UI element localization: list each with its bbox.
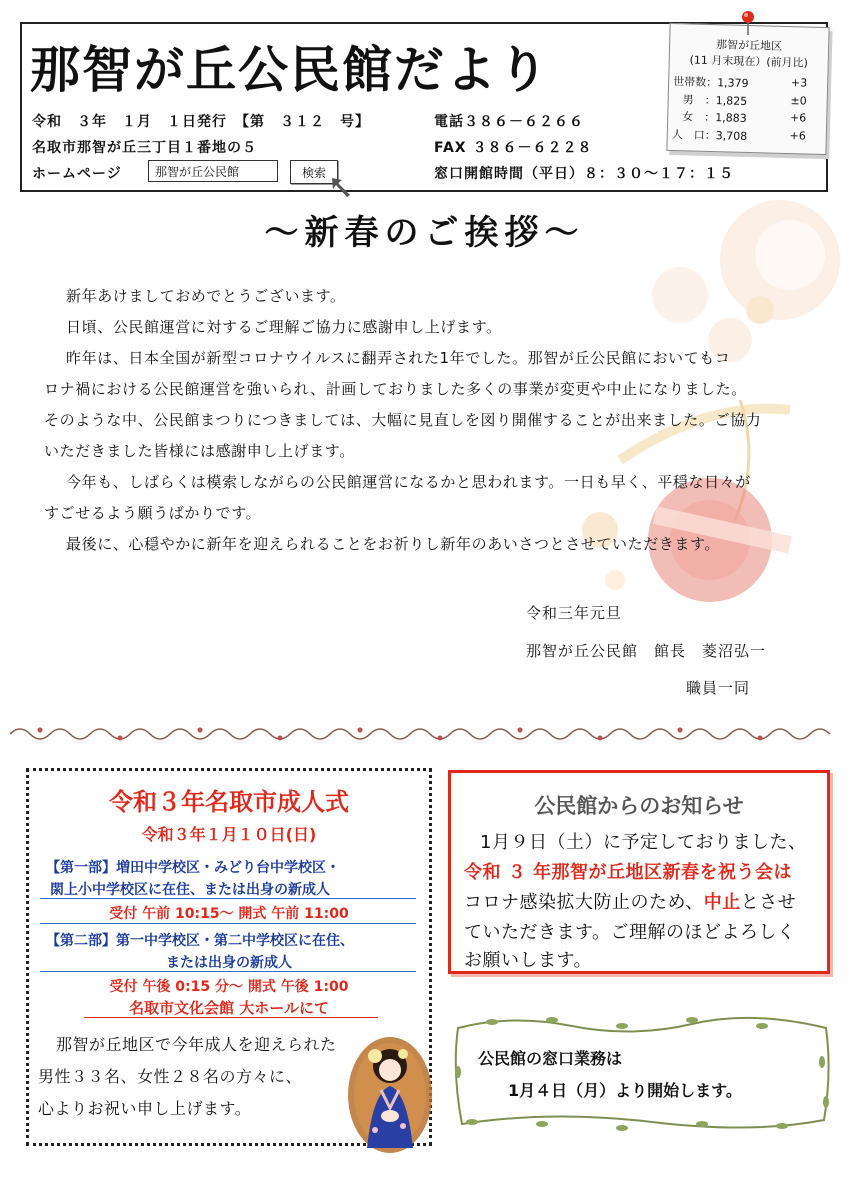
ceremony-part1-line: 閖上小中学校区に在住、または出身の新成人 bbox=[50, 882, 330, 898]
greeting-paragraph-line: いただきました皆様には感謝申し上げます。 bbox=[44, 442, 355, 460]
part1-time-underline bbox=[40, 923, 416, 924]
notice-text: とさせ bbox=[740, 892, 797, 913]
ceremony-body-line: 男性３３名、女性２８名の方々に、 bbox=[38, 1067, 303, 1086]
notice-title: 公民館からのお知らせ bbox=[534, 794, 744, 818]
ceremony-body-line: 那智が丘地区で今年成人を迎えられた bbox=[56, 1035, 337, 1054]
greeting-paragraph-line: すごせるよう願うばかりです。 bbox=[44, 504, 262, 522]
floral-divider bbox=[10, 722, 839, 746]
ceremony-body-line: 心よりお祝い申し上げます。 bbox=[38, 1099, 252, 1118]
greeting-paragraph-line: 最後に、心穏やかに新年を迎えられることをお祈りし新年のあいさつとさせていただきます。 bbox=[66, 535, 721, 553]
pushpin-icon bbox=[740, 10, 756, 36]
population-stats-note bbox=[666, 23, 829, 155]
notice-line-cancelled-event: 令和 ３ 年那智が丘地区新春を祝う会は bbox=[464, 862, 793, 883]
stats-row-change: ±0 bbox=[790, 94, 807, 108]
greeting-paragraph-line: 昨年は、日本全国が新型コロナウイルスに翻弄された1年でした。那智が丘公民館においてもコ bbox=[66, 349, 731, 367]
fax-line: FAX ３８６－６２２８ bbox=[434, 140, 593, 156]
masthead-title: 那智が丘公民館だより bbox=[30, 41, 550, 99]
greeting-paragraph-line: ロナ禍における公民館運営を強いられ、計画しておりました多くの事業が変更や中止になりました。 bbox=[44, 380, 747, 398]
window-service-line: 1月４日（月）より開始します。 bbox=[508, 1081, 742, 1100]
venue-underline bbox=[84, 1017, 378, 1018]
greeting-paragraph-line: 今年も、しばらくは模索しながらの公民館運営になるかと思われます。一日も早く、平穏な日々が bbox=[66, 473, 751, 491]
ceremony-part1-line: 【第一部】増田中学校区・みどり台中学校区・ bbox=[46, 860, 340, 876]
part2-underline bbox=[40, 971, 416, 972]
stats-row-change: +6 bbox=[789, 129, 806, 143]
kimono-girl-illustration bbox=[345, 1030, 435, 1155]
issue-date-line: 令和 ３年 １月 １日発行 【第 ３１２ 号】 bbox=[32, 114, 370, 130]
stats-row-change: +6 bbox=[789, 111, 807, 125]
notice-line: 1月９日（土）に予定しておりました、 bbox=[480, 832, 807, 853]
notice-line: ていただきます。ご理解のほどよろしく bbox=[464, 922, 796, 943]
telephone-line: 電話３８６－６２６６ bbox=[434, 114, 584, 130]
homepage-search-field: 那智が丘公民館 bbox=[148, 160, 278, 182]
ceremony-part2-line: または出身の新成人 bbox=[166, 955, 292, 971]
cursor-arrow-icon bbox=[330, 176, 354, 198]
greeting-title: ～新春のご挨拶～ bbox=[264, 213, 585, 253]
window-service-line: 公民館の窓口業務は bbox=[478, 1049, 623, 1068]
greeting-staff: 職員一同 bbox=[686, 679, 751, 697]
ceremony-title: 令和３年名取市成人式 bbox=[109, 788, 349, 816]
ceremony-date: 令和３年１月１０日(日) bbox=[141, 825, 317, 844]
greeting-paragraph-line: 新年あけましておめでとうございます。 bbox=[66, 287, 346, 305]
greeting-date: 令和三年元旦 bbox=[526, 604, 623, 622]
notice-text: コロナ感染拡大防止のため、 bbox=[464, 892, 704, 913]
vine-frame bbox=[452, 1012, 832, 1136]
opening-hours-line: 窓口開館時間（平日）８：３０～１７：１５ bbox=[434, 166, 734, 182]
ceremony-venue: 名取市文化会館 大ホールにて bbox=[129, 999, 329, 1017]
ceremony-part2-line: 【第二部】第一中学校区・第二中学校区に在住、 bbox=[46, 933, 354, 949]
stats-subtitle: (11 月末現在）(前月比) bbox=[689, 53, 809, 70]
notice-line bbox=[464, 888, 796, 914]
greeting-paragraph-line: 日頃、公民館運営に対するご理解ご協力に感謝申し上げます。 bbox=[66, 318, 502, 336]
notice-line: お願いします。 bbox=[464, 950, 593, 971]
search-button: 検索 bbox=[290, 160, 338, 184]
stats-row-label: 世帯数：1,379 bbox=[672, 75, 749, 91]
ceremony-part2-time: 受付 午後 0:15 分～ 開式 午後 1:00 bbox=[109, 979, 349, 995]
address-line: 名取市那智が丘三丁目１番地の５ bbox=[32, 140, 257, 156]
greeting-signature: 那智が丘公民館 館長 菱沼弘一 bbox=[526, 642, 767, 660]
stats-row-label: 女 ：1,883 bbox=[682, 110, 747, 125]
part1-underline bbox=[40, 898, 416, 899]
stats-row-label: 男 ：1,825 bbox=[682, 93, 748, 108]
greeting-paragraph-line: そのような中、公民館まつりにつきましては、大幅に見直しを図り開催することが出来ました。ご協力 bbox=[44, 411, 762, 429]
stats-title: 那智が丘地区 bbox=[715, 38, 783, 53]
cancelled-label: 中止 bbox=[703, 892, 741, 913]
stats-row-change: +3 bbox=[790, 76, 808, 90]
homepage-label: ホームページ bbox=[32, 166, 122, 182]
stats-row-label: 人 口：3,708 bbox=[671, 128, 748, 143]
ceremony-part1-time: 受付 午前 10:15～ 開式 午前 11:00 bbox=[109, 906, 349, 922]
